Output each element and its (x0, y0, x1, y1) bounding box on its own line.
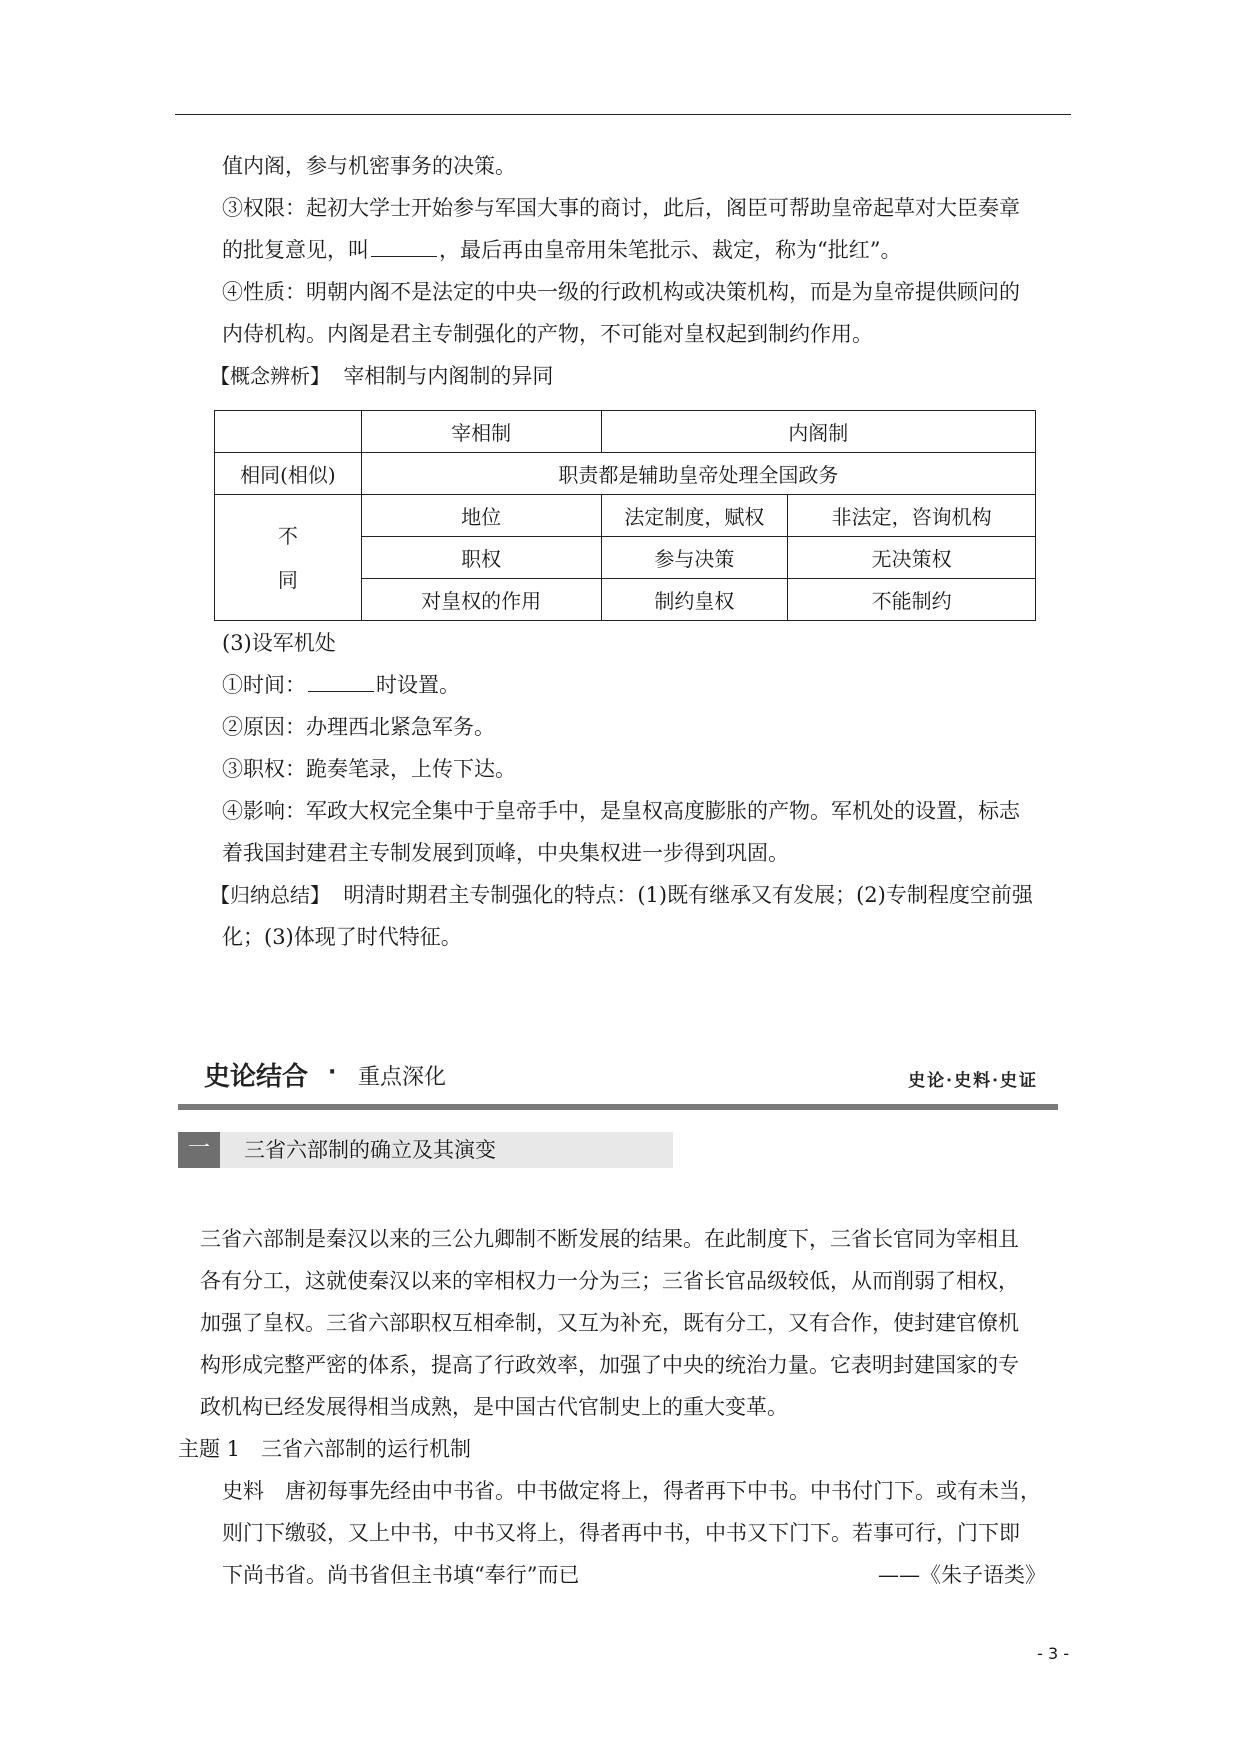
summary-label: 【归纳总结】 (210, 883, 330, 907)
header-rule (175, 114, 1071, 115)
section-title: 史论结合 (204, 1062, 309, 1092)
table-row (215, 411, 1036, 453)
section-dot: · (328, 1060, 337, 1085)
text-line: ③职权：跪奏笔录，上传下达。 (222, 757, 516, 781)
text-segment: ①时间： (222, 673, 306, 697)
topic-bar (178, 1132, 673, 1168)
concept-label: 【概念辨析】 (210, 364, 330, 388)
source-line: 则门下缴驳，又上中书，中书又将上，得者再中书，中书又下门下。若事可行，门下即 (222, 1521, 1020, 1545)
citation: ——《朱子语类》 (878, 1563, 1046, 1587)
topic-title: 三省六部制的确立及其演变 (244, 1138, 496, 1162)
text-line: 内侍机构。内阁是君主专制强化的产物，不可能对皇权起到制约作用。 (222, 322, 873, 346)
table-cell: 参与决策 (601, 537, 788, 579)
diff-label: 不 (277, 523, 298, 548)
table-row (215, 495, 1036, 537)
text-line: 值内阁，参与机密事务的决策。 (222, 154, 516, 178)
table-header: 内阁制 (601, 411, 1036, 453)
table-cell: 制约皇权 (601, 579, 788, 621)
page-number: - 3 - (1037, 1644, 1069, 1663)
fill-blank (308, 690, 374, 692)
table-cell (215, 495, 362, 621)
source-line: 史料 唐初每事先经由中书省。中书做定将上，得者再下中书。中书付门下。或有未当， (222, 1479, 1041, 1503)
paragraph-line: 政机构已经发展得相当成熟，是中国古代官制史上的重大变革。 (200, 1395, 788, 1419)
text-line: ④性质：明朝内阁不是法定的中央一级的行政机构或决策机构，而是为皇帝提供顾问的 (222, 280, 1020, 304)
table-row (215, 453, 1036, 495)
concept-text: 宰相制与内阁制的异同 (343, 364, 554, 388)
table-cell: 对皇权的作用 (361, 579, 601, 621)
concept-heading (210, 355, 553, 397)
table-cell: 职责都是辅助皇帝处理全国政务 (361, 453, 1035, 495)
text-line: 着我国封建君主专制发展到顶峰，中央集权进一步得到巩固。 (222, 841, 789, 865)
text-line: (3)设军机处 (222, 631, 336, 655)
text-line: ④影响：军政大权完全集中于皇帝手中，是皇权高度膨胀的产物。军机处的设置，标志 (222, 799, 1020, 823)
table-cell: 相同(相似) (215, 453, 362, 495)
text-line: ③权限：起初大学士开始参与军国大事的商讨，此后，阁臣可帮助皇帝起草对大臣奏章 (222, 196, 1020, 220)
text-segment: ，最后再由皇帝用朱笔批示、裁定，称为“批红”。 (439, 238, 902, 262)
section-subtitle: 重点深化 (358, 1065, 447, 1090)
text-segment: 时设置。 (376, 673, 460, 697)
diff-label: 同 (277, 567, 298, 592)
text-line: ②原因：办理西北紧急军务。 (222, 715, 495, 739)
text-line (222, 664, 460, 706)
section-header (178, 1054, 1058, 1110)
table-cell: 不能制约 (788, 579, 1036, 621)
theme-title: 主题 1 三省六部制的运行机制 (178, 1437, 472, 1461)
text-line: 化；(3)体现了时代特征。 (222, 925, 462, 949)
paragraph-line: 构形成完整严密的体系，提高了行政效率，加强了中央的统治力量。它表明封建国家的专 (200, 1353, 1019, 1377)
paragraph-line: 三省六部制是秦汉以来的三公九卿制不断发展的结果。在此制度下，三省长官同为宰相且 (200, 1227, 1019, 1251)
table-cell: 无决策权 (788, 537, 1036, 579)
comparison-table (214, 410, 1036, 621)
paragraph-line: 各有分工，这就使秦汉以来的宰相权力一分为三；三省长官品级较低，从而削弱了相权， (200, 1269, 1019, 1293)
table-cell: 地位 (361, 495, 601, 537)
paragraph-line: 加强了皇权。三省六部职权互相牵制，又互为补充，既有分工，又有合作，使封建官僚机 (200, 1311, 1019, 1335)
topic-number: 一 (178, 1132, 220, 1168)
table-cell: 职权 (361, 537, 601, 579)
text-line (222, 229, 901, 271)
table-cell (215, 411, 362, 453)
text-segment: 的批复意见，叫 (222, 238, 369, 262)
summary-text: 明清时期君主专制强化的特点：(1)既有继承又有发展；(2)专制程度空前强 (343, 883, 1033, 907)
fill-blank (371, 255, 437, 257)
section-tagline: 史论·史料·史证 (908, 1071, 1038, 1091)
table-header: 宰相制 (361, 411, 601, 453)
table-cell: 法定制度，赋权 (601, 495, 788, 537)
table-cell: 非法定，咨询机构 (788, 495, 1036, 537)
source-line: 下尚书省。尚书省但主书填“奉行”而已 (222, 1563, 580, 1587)
summary-heading (210, 874, 1033, 916)
